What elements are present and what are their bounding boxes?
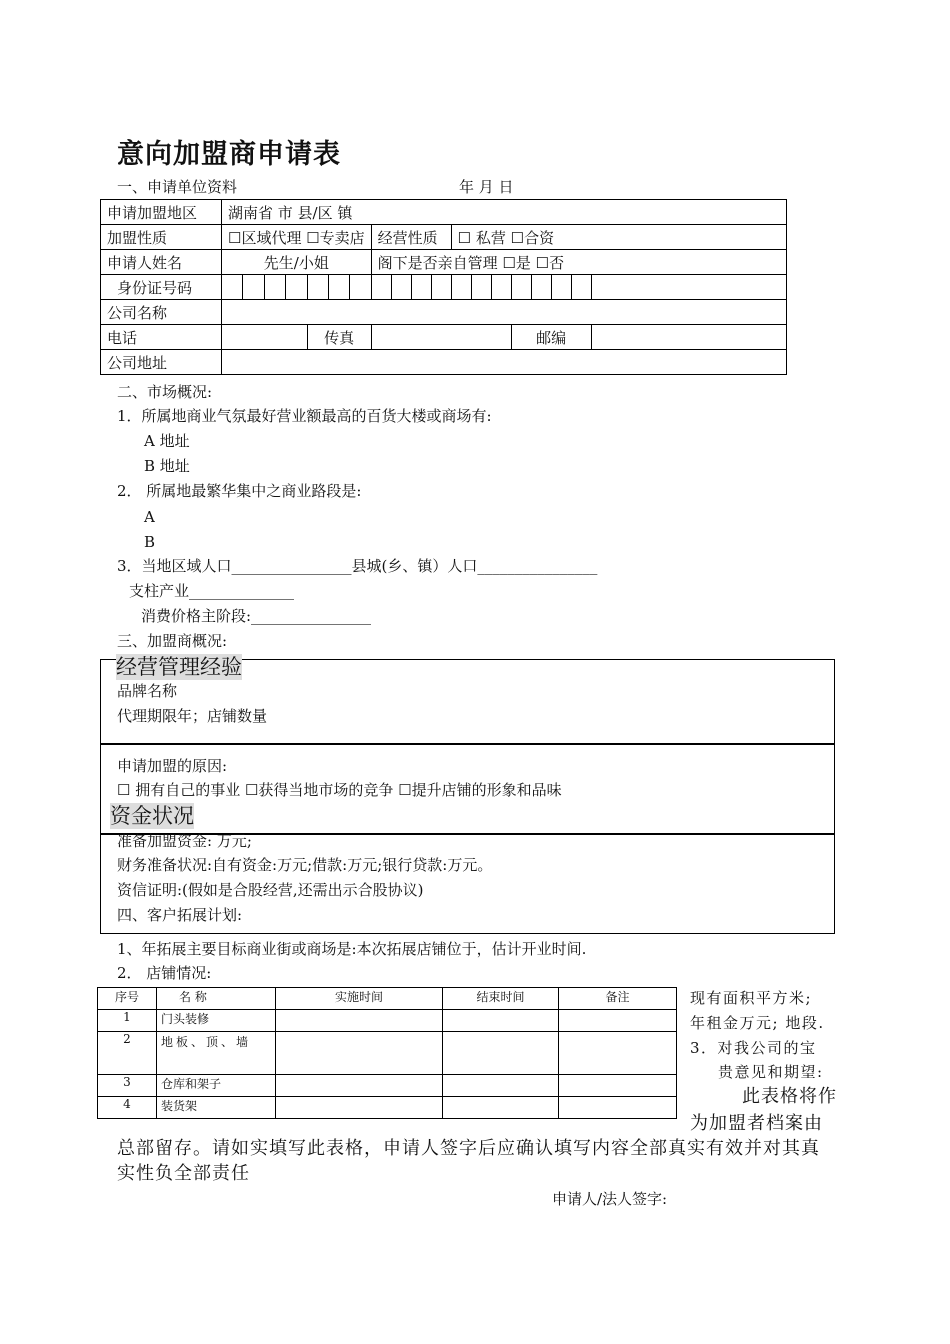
address-label: 公司地址: [101, 350, 222, 375]
section1-heading: 一、申请单位资料: [117, 178, 238, 196]
agency-period: 代理期限年；店铺数量: [117, 707, 268, 725]
row-no: 4: [98, 1097, 157, 1119]
row-no: 1: [98, 1010, 157, 1032]
shop-table-header: [98, 988, 677, 1010]
row-end[interactable]: [443, 1075, 559, 1097]
name-field[interactable]: 先生/小姐: [222, 250, 372, 275]
row-note[interactable]: [559, 1075, 677, 1097]
region-row: [101, 200, 787, 225]
row-no: 2: [98, 1032, 157, 1075]
region-label: 申请加盟地区: [101, 200, 222, 225]
row-start[interactable]: [276, 1097, 443, 1119]
id-row: [101, 275, 787, 300]
header-name: 名 称: [157, 988, 276, 1010]
address-row: [101, 350, 787, 375]
row-end[interactable]: [443, 1032, 559, 1075]
market-q2: 2． 所属地最繁华集中之商业路段是:: [117, 482, 362, 500]
id-digit[interactable]: [243, 275, 264, 300]
id-digit[interactable]: [286, 275, 307, 300]
credit-proof: 资信证明:(假如是合股经营,还需出示合股协议): [117, 881, 424, 899]
biz-label: 经营性质: [371, 225, 451, 250]
id-digit[interactable]: [491, 275, 511, 300]
row-start[interactable]: [276, 1075, 443, 1097]
phone-label: 电话: [101, 325, 222, 350]
applicant-info-table: [100, 199, 787, 375]
row-name: 装货架: [157, 1097, 276, 1119]
side-rent: 年租金万元; 地段.: [690, 1014, 825, 1032]
phone-field[interactable]: [222, 325, 308, 350]
pillar-industry: 支柱产业______________: [129, 582, 295, 600]
row-start[interactable]: [276, 1010, 443, 1032]
market-q2a: A: [144, 508, 155, 526]
table-row: [98, 1032, 677, 1075]
footer-note2: 实性负全部责任: [117, 1163, 250, 1184]
date-field: 年 月 日: [459, 178, 514, 196]
company-field[interactable]: [222, 300, 787, 325]
fund-heading: 资金状况: [110, 804, 194, 828]
reason-options[interactable]: ☐ 拥有自己的事业 ☐获得当地市场的竞争 ☐提升店铺的形象和品味: [117, 781, 562, 799]
id-digit[interactable]: [431, 275, 451, 300]
market-q3: 3．当地区域人口________________县城(乡、镇）人口________________: [117, 557, 598, 575]
id-digit[interactable]: [371, 275, 391, 300]
side-q3b: 贵意见和期望:: [718, 1063, 824, 1081]
experience-heading: 经营管理经验: [116, 655, 242, 679]
id-digit[interactable]: [350, 275, 371, 300]
nature-label: 加盟性质: [101, 225, 222, 250]
plan-line2: 2． 店铺情况:: [117, 964, 212, 982]
market-q2b: B: [144, 533, 156, 551]
market-q1a: A 地址: [144, 432, 190, 450]
plan-heading: 四、客户拓展计划:: [117, 906, 243, 924]
contact-row: [101, 325, 787, 350]
section3-heading: 三、加盟商概况:: [117, 632, 228, 650]
page-title: 意向加盟商申请表: [117, 139, 341, 170]
biz-options[interactable]: ☐ 私营 ☐合资: [451, 225, 786, 250]
id-digit[interactable]: [411, 275, 431, 300]
address-field[interactable]: [222, 350, 787, 375]
table-row: [98, 1097, 677, 1119]
shop-table: [97, 987, 677, 1119]
id-digit[interactable]: [551, 275, 571, 300]
fax-label: 传真: [307, 325, 371, 350]
side-area: 现有面积平方米;: [690, 989, 813, 1007]
header-start: 实施时间: [276, 988, 443, 1010]
plan-line1: 1、年拓展主要目标商业街或商场是:本次拓展店铺位于，估计开业时间.: [117, 940, 587, 958]
price-stage: 消费价格主阶段:________________: [141, 607, 372, 625]
id-digit[interactable]: [591, 275, 786, 300]
id-digit[interactable]: [511, 275, 531, 300]
self-manage-options[interactable]: 阁下是否亲自管理 ☐是 ☐否: [371, 250, 786, 275]
table-row: [98, 1075, 677, 1097]
row-note[interactable]: [559, 1097, 677, 1119]
header-note: 备注: [559, 988, 677, 1010]
id-digit[interactable]: [222, 275, 243, 300]
row-name: 门头装修: [157, 1010, 276, 1032]
reason-heading: 申请加盟的原因:: [117, 757, 228, 775]
id-digit[interactable]: [307, 275, 328, 300]
section2-heading: 二、市场概况:: [117, 383, 213, 401]
fax-field[interactable]: [371, 325, 511, 350]
region-field[interactable]: 湖南省 市 县/区 镇: [222, 200, 787, 225]
side-note2: 为加盟者档案由: [690, 1113, 823, 1134]
market-q1: 1．所属地商业气氛最好营业额最高的百货大楼或商场有:: [117, 407, 492, 425]
row-start[interactable]: [276, 1032, 443, 1075]
id-digit[interactable]: [264, 275, 285, 300]
market-q1b: B 地址: [144, 457, 190, 475]
fund-status: 财务准备状况:自有资金:万元;借款:万元;银行贷款:万元。: [117, 856, 493, 874]
row-no: 3: [98, 1075, 157, 1097]
company-label: 公司名称: [101, 300, 222, 325]
id-digit[interactable]: [328, 275, 349, 300]
nature-row: [101, 225, 787, 250]
id-digit[interactable]: [391, 275, 411, 300]
row-name: 仓库和架子: [157, 1075, 276, 1097]
row-note[interactable]: [559, 1010, 677, 1032]
signature-label[interactable]: 申请人/法人签字:: [552, 1190, 668, 1208]
id-digit[interactable]: [451, 275, 471, 300]
row-end[interactable]: [443, 1097, 559, 1119]
name-row: [101, 250, 787, 275]
header-no: 序号: [98, 988, 157, 1010]
nature-options[interactable]: ☐区域代理 ☐专卖店: [222, 225, 372, 250]
brand-name: 品牌名称: [117, 682, 178, 700]
fund-prepared: 准备加盟资金: 万元;: [117, 832, 252, 850]
id-digit[interactable]: [471, 275, 491, 300]
row-end[interactable]: [443, 1010, 559, 1032]
header-end: 结束时间: [443, 988, 559, 1010]
id-label: 身份证号码: [101, 275, 222, 300]
zip-label: 邮编: [511, 325, 591, 350]
side-q3: 3．对我公司的宝: [690, 1039, 817, 1057]
row-name: 地板、顶、墙: [157, 1032, 276, 1075]
row-note[interactable]: [559, 1032, 677, 1075]
id-digit[interactable]: [531, 275, 551, 300]
footer-note1: 总部留存。请如实填写此表格，申请人签字后应确认填写内容全部真实有效并对其真: [117, 1138, 820, 1159]
id-digit[interactable]: [571, 275, 591, 300]
name-label: 申请人姓名: [101, 250, 222, 275]
zip-field[interactable]: [591, 325, 786, 350]
table-row: [98, 1010, 677, 1032]
company-row: [101, 300, 787, 325]
side-note1: 此表格将作: [742, 1086, 837, 1107]
